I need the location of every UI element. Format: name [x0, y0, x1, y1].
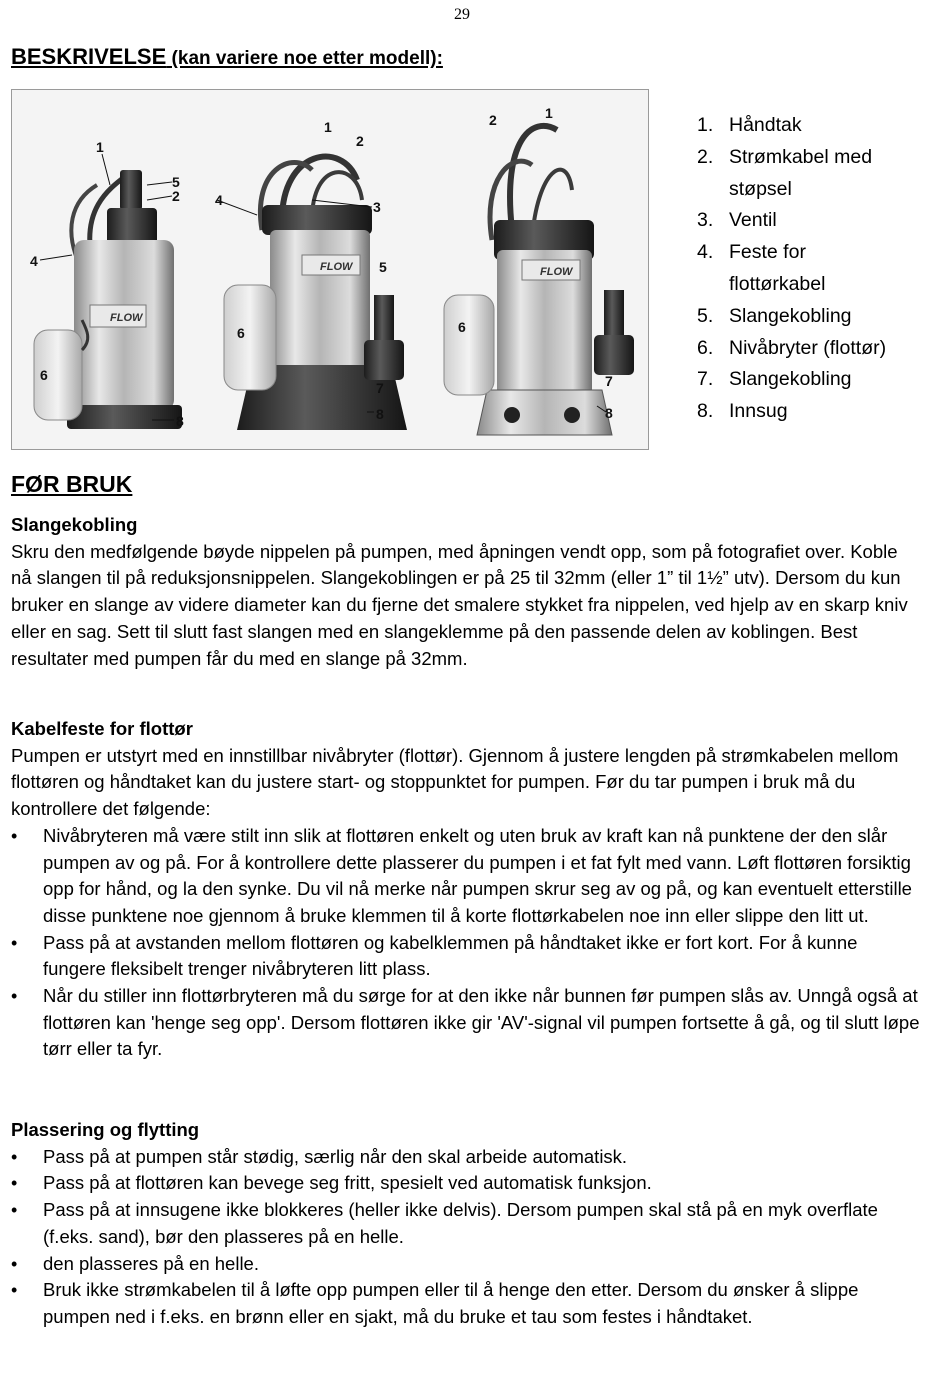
- pump-photo: [11, 89, 649, 450]
- bullet-item: • Pass på at flottøren kan bevege seg fritt, spesielt ved automatisk funksjon.: [11, 1170, 921, 1197]
- callout-4b: 4: [215, 192, 223, 208]
- slangekobling-section: [11, 512, 921, 672]
- parts-list-item: [697, 301, 929, 333]
- parts-list-label: Innsug: [729, 400, 788, 423]
- slangekobling-text: Skru den medfølgende bøyde nippelen på pumpen, med åpningen vendt opp, som på fotografiet over. Koble nå slangen til på reduksjonsnippelen. Slangekoblingen er på 25 til 32mm (eller 1” til 1½” utv). Dersom du kun bruker en slange av videre diameter kan du fjerne det smalere stykket fra nippelen, ved hjelp av en skarp kniv eller en sag. Sett til slutt fast slangen med en slangeklemme på den passende delen av koblingen. Best resultater med pumpen får du med en slange på 32mm.: [11, 540, 908, 669]
- kabelfeste-heading: Kabelfeste for flottør: [11, 718, 193, 739]
- parts-list-number: 2.: [697, 145, 714, 168]
- kabelfeste-bullets: [11, 823, 921, 1063]
- callout-8b: 8: [376, 406, 384, 422]
- parts-list-item: [697, 396, 929, 428]
- parts-list-label: Ventil: [729, 209, 777, 232]
- parts-list-item: [697, 237, 929, 301]
- kabelfeste-section: [11, 716, 921, 1063]
- parts-list-number: 6.: [697, 336, 714, 359]
- callout-5b: 5: [379, 259, 387, 275]
- parts-list-number: 4.: [697, 241, 714, 264]
- parts-list-label: Feste for flottørkabel: [729, 241, 826, 295]
- callout-6b: 6: [237, 325, 245, 341]
- brand-label-2: FLOW: [320, 261, 353, 273]
- parts-list-number: 5.: [697, 304, 714, 327]
- parts-list-label: Nivåbryter (flottør): [729, 336, 887, 359]
- parts-list-label: Strømkabel med støpsel: [729, 145, 873, 200]
- callout-1c: 1: [545, 105, 553, 121]
- callout-8c: 8: [605, 405, 613, 421]
- callout-1b: 1: [324, 119, 332, 135]
- parts-list-item: [697, 333, 929, 365]
- callout-8a: 8: [176, 413, 184, 429]
- pump-illustration: [12, 90, 648, 449]
- callout-7c: 7: [605, 373, 613, 389]
- callout-3b: 3: [373, 199, 381, 215]
- parts-list-label: Slangekobling: [729, 304, 852, 327]
- plassering-bullets: [11, 1144, 921, 1331]
- brand-label-1: FLOW: [110, 312, 143, 324]
- bullet-item: • Pass på at avstanden mellom flottøren og kabelklemmen på håndtaket ikke er fort kort. For å kunne fungere fleksibelt trenger nivåbryteren litt plass.: [11, 930, 921, 983]
- callout-2c: 2: [489, 112, 497, 128]
- parts-list-number: 7.: [697, 368, 714, 391]
- parts-list-item: [697, 205, 929, 237]
- kabelfeste-intro: Pumpen er utstyrt med en innstillbar nivåbryter (flottør). Gjennom å justere lengden på strømkabelen mellom flottøren og håndtaket kan du justere start- og stoppunktet for pumpen. Før du tar pumpen i bruk må du kontrollere det følgende:: [11, 744, 899, 820]
- parts-list-item: [697, 142, 929, 206]
- bullet-item: • Pass på at innsugene ikke blokkeres (heller ikke delvis). Dersom pumpen skal stå på en myk overflate (f.eks. sand), bør den plasseres på en helle.: [11, 1197, 921, 1250]
- bullet-item: • Nivåbryteren må være stilt inn slik at flottøren enkelt og uten bruk av kraft kan nå punktene der den slår pumpen av og på. For å kontrollere dette plasserer du pumpen i et fat fylt med vann. Løft flottøren forsiktig opp for hånd, og la den synke. Du vil nå merke når pumpen skrur seg av og på, og kan eventuelt etterstille disse punktene noe gjennom å bruke klemmen til å korte flottørkabelen noe inn eller slippe den litt ut.: [11, 823, 921, 930]
- callout-5a: 5: [172, 174, 180, 190]
- parts-list-item: [697, 364, 929, 396]
- brand-label-3: FLOW: [540, 266, 573, 278]
- callout-4a: 4: [30, 253, 38, 269]
- callout-6a: 6: [40, 367, 48, 383]
- for-bruk-heading: FØR BRUK: [11, 471, 133, 497]
- callout-1a: 1: [96, 139, 104, 155]
- parts-list: [697, 110, 929, 428]
- bullet-item: • Bruk ikke strømkabelen til å løfte opp pumpen eller til å henge den etter. Dersom du ønsker å slippe pumpen ned i f.eks. en brønn eller en sjakt, må du bruke et tau som festes i håndtaket.: [11, 1277, 921, 1330]
- callout-2b: 2: [356, 133, 364, 149]
- parts-list-number: 1.: [697, 114, 714, 136]
- callout-7b: 7: [376, 380, 384, 396]
- bullet-item: • Pass på at pumpen står stødig, særlig når den skal arbeide automatisk.: [11, 1144, 921, 1171]
- parts-list-item: [697, 110, 929, 142]
- bullet-item: • Når du stiller inn flottørbryteren må du sørge for at den ikke når bunnen før pumpen slås av. Unngå også at flottøren kan 'henge seg opp'. Dersom flottøren ikke gir 'AV'-signal vil pumpen fortsette å gå, og til slutt løpe tørr eller ta fyr.: [11, 983, 921, 1063]
- parts-list-number: 3.: [697, 209, 714, 232]
- section-title: [11, 44, 443, 70]
- callout-2a: 2: [172, 188, 180, 204]
- parts-list-number: 8.: [697, 400, 714, 423]
- plassering-section: [11, 1117, 921, 1331]
- callout-6c: 6: [458, 319, 466, 335]
- page-number: 29: [454, 6, 470, 23]
- section-title-suffix: (kan variere noe etter modell):: [166, 48, 443, 69]
- bullet-item: • den plasseres på en helle.: [11, 1251, 921, 1278]
- section-title-main: BESKRIVELSE: [11, 44, 167, 69]
- parts-list-label: Slangekobling: [729, 368, 852, 391]
- plassering-heading: Plassering og flytting: [11, 1119, 200, 1140]
- slangekobling-heading: Slangekobling: [11, 514, 138, 535]
- parts-list-label: Håndtak: [729, 114, 802, 136]
- pump-1: [34, 170, 182, 429]
